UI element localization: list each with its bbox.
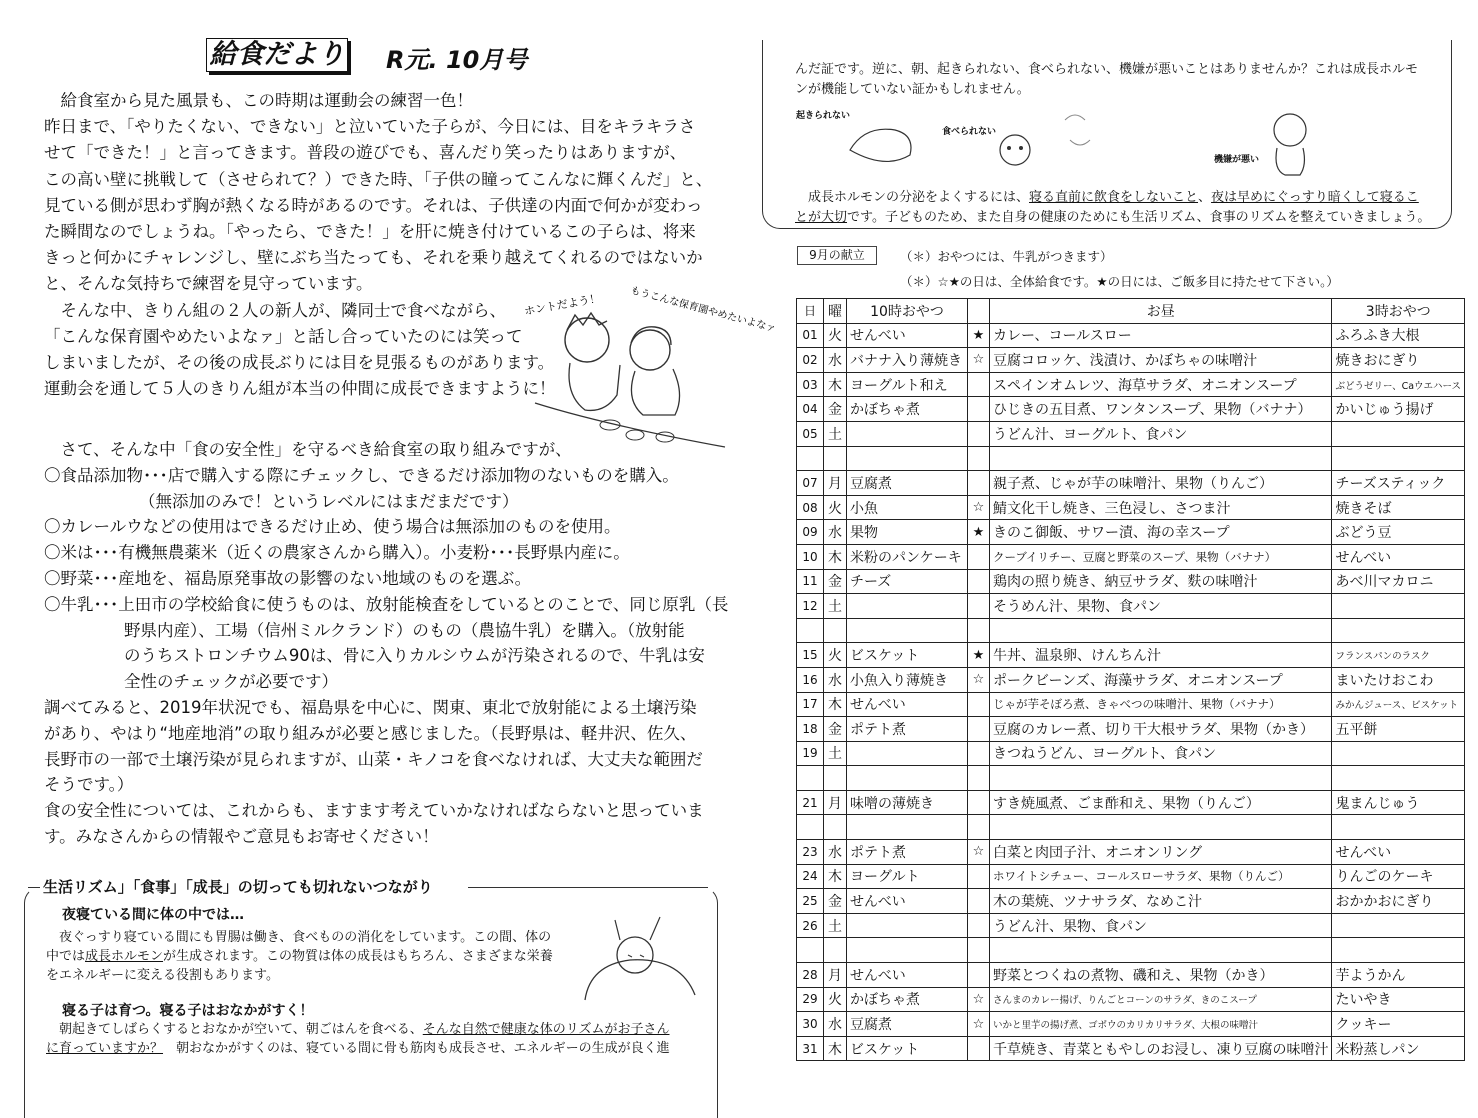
menu-table	[796, 298, 1465, 1061]
cell-lunch: うどん汁、ヨーグルト、食パン	[990, 421, 1332, 446]
cell-morning-snack: ビスケット	[847, 1036, 968, 1061]
cell-weekday	[824, 815, 847, 840]
menu-row	[797, 1012, 1465, 1037]
intro-line: 昨日まで、「やりたくない、できない」と泣いていた子らが、今日には、目をキラキラさ	[44, 117, 696, 137]
cell-afternoon-snack: フランスパンのラスク	[1332, 643, 1465, 668]
intro-line: 給食室から見た風景も、この時期は運動会の練習一色！	[44, 91, 473, 110]
cell-lunch: 親子煮、じゃが芋の味噌汁、果物（りんご）	[990, 471, 1332, 496]
cell-mark	[968, 1036, 990, 1061]
cell-mark	[968, 741, 990, 766]
menu-row	[797, 594, 1465, 619]
safety-line: 〇牛乳･･･上田市の学校給食に使うものは、放射能検査をしているとのことで、同じ原乳（長	[44, 594, 729, 614]
cell-morning-snack	[847, 938, 968, 963]
cell-day: 25	[797, 889, 824, 914]
cell-mark	[968, 397, 990, 422]
label-cannot-wake: 起きられない	[796, 111, 851, 121]
menu-row	[797, 569, 1465, 594]
cell-mark: ☆	[968, 840, 990, 865]
cell-day	[797, 815, 824, 840]
cell-weekday	[824, 618, 847, 643]
cell-mark	[968, 544, 990, 569]
menu-row	[797, 913, 1465, 938]
safety-line: 全性のチェックが必要です）	[124, 672, 339, 692]
safety-line: 調べてみると、2019年状況でも、福島県を中心に、関東、東北で放射能による土壌汚染	[44, 697, 697, 717]
cell-lunch: いかと里芋の揚げ煮、ゴボウのカリカリサラダ、大根の味噌汁	[990, 1012, 1332, 1037]
menu-row	[797, 323, 1465, 348]
header-day: 日	[797, 299, 824, 324]
cell-weekday: 水	[824, 667, 847, 692]
cell-day: 26	[797, 913, 824, 938]
cell-day: 03	[797, 372, 824, 397]
cell-mark	[968, 692, 990, 717]
cell-day: 12	[797, 594, 824, 619]
cell-morning-snack: ヨーグルト	[847, 864, 968, 889]
intro-line: 見ている側が思わず胸が熱くなる時があるのです。それは、子供達の内面で何かが変わっ	[44, 195, 703, 215]
intro-line: と、そんな気持ちで練習を見守っています。	[44, 274, 373, 294]
cell-afternoon-snack: 焼きそば	[1332, 495, 1465, 520]
cell-weekday: 水	[824, 520, 847, 545]
cell-day	[797, 446, 824, 471]
safety-line: があり、やはり“地産地消”の取り組みが必要と感じました。（長野県は、軽井沢、佐久、	[44, 723, 697, 743]
safety-intro-line: さて、そんな中「食の安全性」を守るべき給食室の取り組みですが、	[44, 440, 572, 459]
cell-afternoon-snack	[1332, 618, 1465, 643]
safety-line: そうです。）	[44, 775, 134, 795]
cell-day	[797, 938, 824, 963]
cell-lunch: 豆腐のカレー煮、切り干大根サラダ、果物（かき）	[990, 717, 1332, 742]
cell-weekday: 木	[824, 372, 847, 397]
cell-day: 29	[797, 987, 824, 1012]
menu-row	[797, 790, 1465, 815]
cell-weekday: 金	[824, 889, 847, 914]
cell-mark: ★	[968, 323, 990, 348]
cell-day: 05	[797, 421, 824, 446]
cell-mark	[968, 471, 990, 496]
cell-lunch: きつねうどん、ヨーグルト、食パン	[990, 741, 1332, 766]
cell-weekday: 木	[824, 544, 847, 569]
menu-row	[797, 446, 1465, 471]
cell-weekday	[824, 766, 847, 791]
menu-row	[797, 372, 1465, 397]
cell-day: 11	[797, 569, 824, 594]
menu-row	[797, 815, 1465, 840]
cell-afternoon-snack	[1332, 741, 1465, 766]
cell-morning-snack: せんべい	[847, 963, 968, 988]
cell-afternoon-snack: ぶどう豆	[1332, 520, 1465, 545]
cell-mark: ☆	[968, 495, 990, 520]
children-eating-illustration	[523, 285, 777, 455]
cell-weekday: 木	[824, 1036, 847, 1061]
intro-line: きっと何かにチャレンジし、壁にぶち当たっても、それを乗り越えてくれるのではないか	[44, 248, 703, 268]
food-safety-section	[44, 437, 744, 850]
menu-row	[797, 348, 1465, 373]
cell-mark	[968, 421, 990, 446]
cell-day: 30	[797, 1012, 824, 1037]
label-cannot-eat: 食べられない	[942, 127, 997, 137]
cell-lunch: じゃが芋そぼろ煮、きゃべつの味噌汁、果物（バナナ）	[990, 692, 1332, 717]
cell-afternoon-snack: りんごのケーキ	[1332, 864, 1465, 889]
cell-afternoon-snack	[1332, 446, 1465, 471]
cell-lunch: うどん汁、果物、食パン	[990, 913, 1332, 938]
cell-lunch: 豆腐コロッケ、浅漬け、かぼちゃの味噌汁	[990, 348, 1332, 373]
menu-row	[797, 397, 1465, 422]
cell-lunch: 鶏肉の照り焼き、納豆サラダ、麩の味噌汁	[990, 569, 1332, 594]
header-lunch: お昼	[990, 299, 1332, 324]
cell-lunch: ホワイトシチュー、コールスローサラダ、果物（りんご）	[990, 864, 1332, 889]
header-afternoon-snack: 3時おやつ	[1332, 299, 1465, 324]
menu-month-label: 9月の献立	[797, 246, 877, 265]
cell-morning-snack: せんべい	[847, 889, 968, 914]
issue-number: R元. 10月号	[386, 46, 528, 74]
cell-lunch: さんまのカレー揚げ、りんごとコーンのサラダ、きのこスープ	[990, 987, 1332, 1012]
cell-morning-snack: 豆腐煮	[847, 471, 968, 496]
intro-line: た瞬間なのでしょうね。「やったら、できた！」を肝に焼き付けているこの子らは、将来	[44, 222, 696, 242]
cell-morning-snack: ビスケット	[847, 643, 968, 668]
newsletter-title: 給食だより	[206, 38, 348, 72]
cell-afternoon-snack: かいじゅう揚げ	[1332, 397, 1465, 422]
menu-row	[797, 643, 1465, 668]
cell-lunch: カレー、コールスロー	[990, 323, 1332, 348]
menu-row	[797, 1036, 1465, 1061]
menu-row	[797, 692, 1465, 717]
cell-morning-snack: 米粉のパンケーキ	[847, 544, 968, 569]
cell-mark	[968, 790, 990, 815]
cell-afternoon-snack: せんべい	[1332, 840, 1465, 865]
cell-morning-snack: 豆腐煮	[847, 1012, 968, 1037]
cell-afternoon-snack	[1332, 594, 1465, 619]
cell-lunch	[990, 815, 1332, 840]
cell-weekday: 火	[824, 495, 847, 520]
growth-hormone-text-bottom: 成長ホルモンの分泌をよくするには、寝る直前に飲食をしないこと、夜は早めにぐっすり暗くして寝るこ とが大切です。子どものため、また自身の健康のためにも生活リズム、食事のリズムを整えていきましょう。	[795, 190, 1431, 225]
cell-mark	[968, 372, 990, 397]
cell-afternoon-snack: 五平餅	[1332, 717, 1465, 742]
cell-afternoon-snack: 米粉蒸しパン	[1332, 1036, 1465, 1061]
cell-morning-snack	[847, 741, 968, 766]
menu-row	[797, 495, 1465, 520]
cell-weekday: 土	[824, 594, 847, 619]
cell-mark: ☆	[968, 348, 990, 373]
cell-morning-snack: チーズ	[847, 569, 968, 594]
menu-header-row	[797, 299, 1465, 324]
cell-weekday: 月	[824, 471, 847, 496]
cell-morning-snack	[847, 618, 968, 643]
cell-mark	[968, 913, 990, 938]
cell-weekday: 火	[824, 987, 847, 1012]
intro-line: この高い壁に挑戦して（させられて？）できた時、「子供の瞳ってこんなに輝くんだ」と、	[44, 169, 713, 189]
cell-lunch	[990, 766, 1332, 791]
cell-lunch: 白菜と肉団子汁、オニオンリング	[990, 840, 1332, 865]
cell-afternoon-snack: クッキー	[1332, 1012, 1465, 1037]
cell-lunch: ひじきの五目煮、ワンタンスープ、果物（バナナ）	[990, 397, 1332, 422]
cell-morning-snack: 味噌の薄焼き	[847, 790, 968, 815]
menu-row	[797, 864, 1465, 889]
cell-weekday: 水	[824, 1012, 847, 1037]
safety-line: 長野市の一部で土壌汚染が見られますが、山菜・キノコを食べなければ、大丈夫な範囲だ	[44, 749, 703, 769]
cell-lunch: すき焼風煮、ごま酢和え、果物（りんご）	[990, 790, 1332, 815]
cell-mark	[968, 864, 990, 889]
cell-weekday: 金	[824, 569, 847, 594]
rhythm-paragraph-1: 夜ぐっすり寝ている間にも胃腸は働き、食べものの消化をしています。この間、体の 中では成長ホルモンが生成されます。この物質は体の成長はもちろん、さまざまな栄養 をエネルギーに変える役割もあります。	[46, 930, 553, 983]
cell-mark	[968, 717, 990, 742]
cell-mark	[968, 963, 990, 988]
cell-weekday: 火	[824, 323, 847, 348]
menu-row	[797, 520, 1465, 545]
cell-weekday	[824, 446, 847, 471]
cell-lunch: スペインオムレツ、海草サラダ、オニオンスープ	[990, 372, 1332, 397]
menu-row	[797, 963, 1465, 988]
cell-weekday: 金	[824, 397, 847, 422]
cell-lunch	[990, 446, 1332, 471]
cell-day: 19	[797, 741, 824, 766]
header-weekday: 曜	[824, 299, 847, 324]
cell-weekday: 水	[824, 840, 847, 865]
cell-day: 08	[797, 495, 824, 520]
cell-weekday: 水	[824, 348, 847, 373]
cell-day: 17	[797, 692, 824, 717]
cell-morning-snack: ヨーグルト和え	[847, 372, 968, 397]
menu-note-milk: （＊）おやつには、牛乳がつきます）	[900, 249, 1113, 264]
cell-morning-snack: ポテト煮	[847, 717, 968, 742]
safety-line: 〇米は･･･有機無農薬米（近くの農家さんから購入）。小麦粉･･･長野県内産に。	[44, 543, 630, 563]
cell-day: 01	[797, 323, 824, 348]
cell-lunch: きのこ御飯、サワー漬、海の幸スープ	[990, 520, 1332, 545]
rhythm-subheading-night: 夜寝ている間に体の中では…	[62, 907, 244, 923]
cell-morning-snack	[847, 913, 968, 938]
header-morning-snack: 10時おやつ	[847, 299, 968, 324]
rhythm-section-heading: 生活リズム」「食事」「成長」の切っても切れないつながり	[28, 876, 433, 897]
cell-afternoon-snack	[1332, 421, 1465, 446]
safety-line: す。みなさんからの情報やご意見もお寄せください！	[44, 826, 439, 846]
cell-lunch: ポークビーンズ、海藻サラダ、オニオンスープ	[990, 667, 1332, 692]
cell-day: 28	[797, 963, 824, 988]
cell-morning-snack	[847, 815, 968, 840]
cell-day: 02	[797, 348, 824, 373]
intro-line: せて「できた！」と言ってきます。普段の遊びでも、喜んだり笑ったりはありますが、	[44, 143, 687, 163]
cell-mark	[968, 618, 990, 643]
sleeping-child-illustration	[570, 915, 700, 1005]
cell-weekday: 土	[824, 913, 847, 938]
cell-day: 09	[797, 520, 824, 545]
cell-afternoon-snack: 焼きおにぎり	[1332, 348, 1465, 373]
speech-bubble-left: ホントだよう！	[523, 291, 602, 318]
rhythm-subheading-sleep: 寝る子は育つ。寝る子はおなかがすく！	[62, 1003, 314, 1019]
cell-weekday: 土	[824, 741, 847, 766]
safety-line: （無添加のみで！というレベルにはまだまだです）	[139, 491, 519, 511]
safety-line: のうちストロンチウム90は、骨に入りカルシウムが汚染されるので、牛乳は安	[124, 646, 705, 666]
cell-morning-snack: 小魚入り薄焼き	[847, 667, 968, 692]
cell-day: 04	[797, 397, 824, 422]
cell-day	[797, 618, 824, 643]
cell-mark: ★	[968, 520, 990, 545]
cell-afternoon-snack: たいやき	[1332, 987, 1465, 1012]
cell-mark: ★	[968, 643, 990, 668]
cell-mark: ☆	[968, 1012, 990, 1037]
intro-line: 「こんな保育園やめたいよなァ」と話し合っていたのには笑って	[44, 326, 523, 346]
cell-lunch: 木の葉焼、ツナサラダ、なめこ汁	[990, 889, 1332, 914]
cell-afternoon-snack: あべ川マカロニ	[1332, 569, 1465, 594]
cell-mark	[968, 594, 990, 619]
cell-afternoon-snack: みかんジュース、ビスケット	[1332, 692, 1465, 717]
menu-row	[797, 987, 1465, 1012]
cell-morning-snack: かぼちゃ煮	[847, 987, 968, 1012]
cell-day: 07	[797, 471, 824, 496]
cell-afternoon-snack: せんべい	[1332, 544, 1465, 569]
safety-line: 〇カレールウなどの使用はできるだけ止め、使う場合は無添加のものを使用。	[44, 517, 621, 537]
menu-row	[797, 766, 1465, 791]
growth-hormone-text-top: んだ証です。逆に、朝、起きられない、食べられない、機嫌が悪いことはありませんか？これは成長ホルモ ンが機能していない証かもしれません。	[795, 62, 1418, 97]
cell-day: 18	[797, 717, 824, 742]
menu-row	[797, 421, 1465, 446]
cell-lunch: クーブイリチー、豆腐と野菜のスープ、果物（バナナ）	[990, 544, 1332, 569]
menu-row	[797, 618, 1465, 643]
cell-morning-snack: せんべい	[847, 692, 968, 717]
cell-weekday: 月	[824, 963, 847, 988]
cell-morning-snack: 小魚	[847, 495, 968, 520]
menu-row	[797, 471, 1465, 496]
cell-lunch: 千草焼き、青菜ともやしのお浸し、凍り豆腐の味噌汁	[990, 1036, 1332, 1061]
cell-day: 24	[797, 864, 824, 889]
cell-mark: ☆	[968, 667, 990, 692]
menu-row	[797, 717, 1465, 742]
cell-day: 16	[797, 667, 824, 692]
cell-day: 10	[797, 544, 824, 569]
cell-mark	[968, 889, 990, 914]
intro-line: 運動会を通して５人のきりん組が本当の仲間に成長できますように！	[44, 379, 556, 399]
cell-weekday: 木	[824, 692, 847, 717]
label-bad-mood: 機嫌が悪い	[1214, 155, 1260, 165]
child-mood-illustrations	[845, 100, 1315, 180]
cell-afternoon-snack	[1332, 815, 1465, 840]
safety-line: 食の安全性については、これからも、ますます考えていかなければならないと思っていま	[44, 801, 704, 821]
cell-morning-snack: 果物	[847, 520, 968, 545]
cell-morning-snack	[847, 594, 968, 619]
cell-afternoon-snack: 鬼まんじゅう	[1332, 790, 1465, 815]
cell-morning-snack	[847, 766, 968, 791]
cell-lunch: 野菜とつくねの煮物、磯和え、果物（かき）	[990, 963, 1332, 988]
cell-mark: ☆	[968, 987, 990, 1012]
menu-row	[797, 938, 1465, 963]
cell-mark	[968, 569, 990, 594]
cell-morning-snack: バナナ入り薄焼き	[847, 348, 968, 373]
speech-bubble-right: もうこんな保育園やめたいよなァ	[629, 285, 777, 335]
safety-line: 〇食品添加物･･･店で購入する際にチェックし、できるだけ添加物のないものを購入。	[44, 465, 679, 485]
cell-lunch	[990, 618, 1332, 643]
cell-afternoon-snack	[1332, 766, 1465, 791]
cell-day: 31	[797, 1036, 824, 1061]
cell-mark	[968, 938, 990, 963]
cell-afternoon-snack	[1332, 938, 1465, 963]
safety-line: 野県内産）、工場（信州ミルクランド）のもの（農協牛乳）を購入。（放射能	[124, 620, 685, 640]
cell-morning-snack	[847, 446, 968, 471]
cell-weekday	[824, 938, 847, 963]
rhythm-paragraph-2: 朝起きてしばらくするとおなかが空いて、朝ごはんを食べる、そんな自然で健康な体のリズムがお子さん に育っていますか？ 朝おなかがすくのは、寝ている間に骨も筋肉も成長させ、エネルギーの生成が良く進	[46, 1022, 670, 1056]
cell-weekday: 土	[824, 421, 847, 446]
cell-morning-snack	[847, 421, 968, 446]
cell-lunch: 鯖文化干し焼き、三色浸し、さつま汁	[990, 495, 1332, 520]
cell-day: 15	[797, 643, 824, 668]
cell-afternoon-snack: 芋ようかん	[1332, 963, 1465, 988]
cell-afternoon-snack: チーズスティック	[1332, 471, 1465, 496]
cell-weekday: 木	[824, 864, 847, 889]
intro-line: しまいましたが、その後の成長ぶりには目を見張るものがあります。	[44, 353, 555, 373]
menu-row	[797, 544, 1465, 569]
cell-mark	[968, 446, 990, 471]
cell-afternoon-snack: おかかおにぎり	[1332, 889, 1465, 914]
cell-mark	[968, 766, 990, 791]
cell-lunch	[990, 938, 1332, 963]
menu-row	[797, 741, 1465, 766]
cell-lunch: 牛丼、温泉卵、けんちん汁	[990, 643, 1332, 668]
cell-weekday: 火	[824, 643, 847, 668]
cell-afternoon-snack	[1332, 913, 1465, 938]
menu-row	[797, 840, 1465, 865]
cell-day: 23	[797, 840, 824, 865]
cell-weekday: 金	[824, 717, 847, 742]
cell-afternoon-snack: ぶどうゼリー、Caウエハース	[1332, 372, 1465, 397]
cell-morning-snack: せんべい	[847, 323, 968, 348]
menu-note-stars: （＊）☆★の日は、全体給食です。★の日には、ご飯多目に持たせて下さい。）	[900, 274, 1339, 289]
menu-row	[797, 889, 1465, 914]
header-mark	[968, 299, 990, 324]
cell-lunch: そうめん汁、果物、食パン	[990, 594, 1332, 619]
cell-day	[797, 766, 824, 791]
cell-day: 21	[797, 790, 824, 815]
cell-afternoon-snack: まいたけおこわ	[1332, 667, 1465, 692]
cell-weekday: 月	[824, 790, 847, 815]
cell-afternoon-snack: ふろふき大根	[1332, 323, 1465, 348]
cell-morning-snack: かぼちゃ煮	[847, 397, 968, 422]
intro-line: そんな中、きりん組の２人の新人が、隣同士で食べながら、	[44, 300, 506, 320]
menu-row	[797, 667, 1465, 692]
cell-mark	[968, 815, 990, 840]
safety-line: 〇野菜･･･産地を、福島原発事故の影響のない地域のものを選ぶ。	[44, 568, 532, 588]
cell-morning-snack: ポテト煮	[847, 840, 968, 865]
